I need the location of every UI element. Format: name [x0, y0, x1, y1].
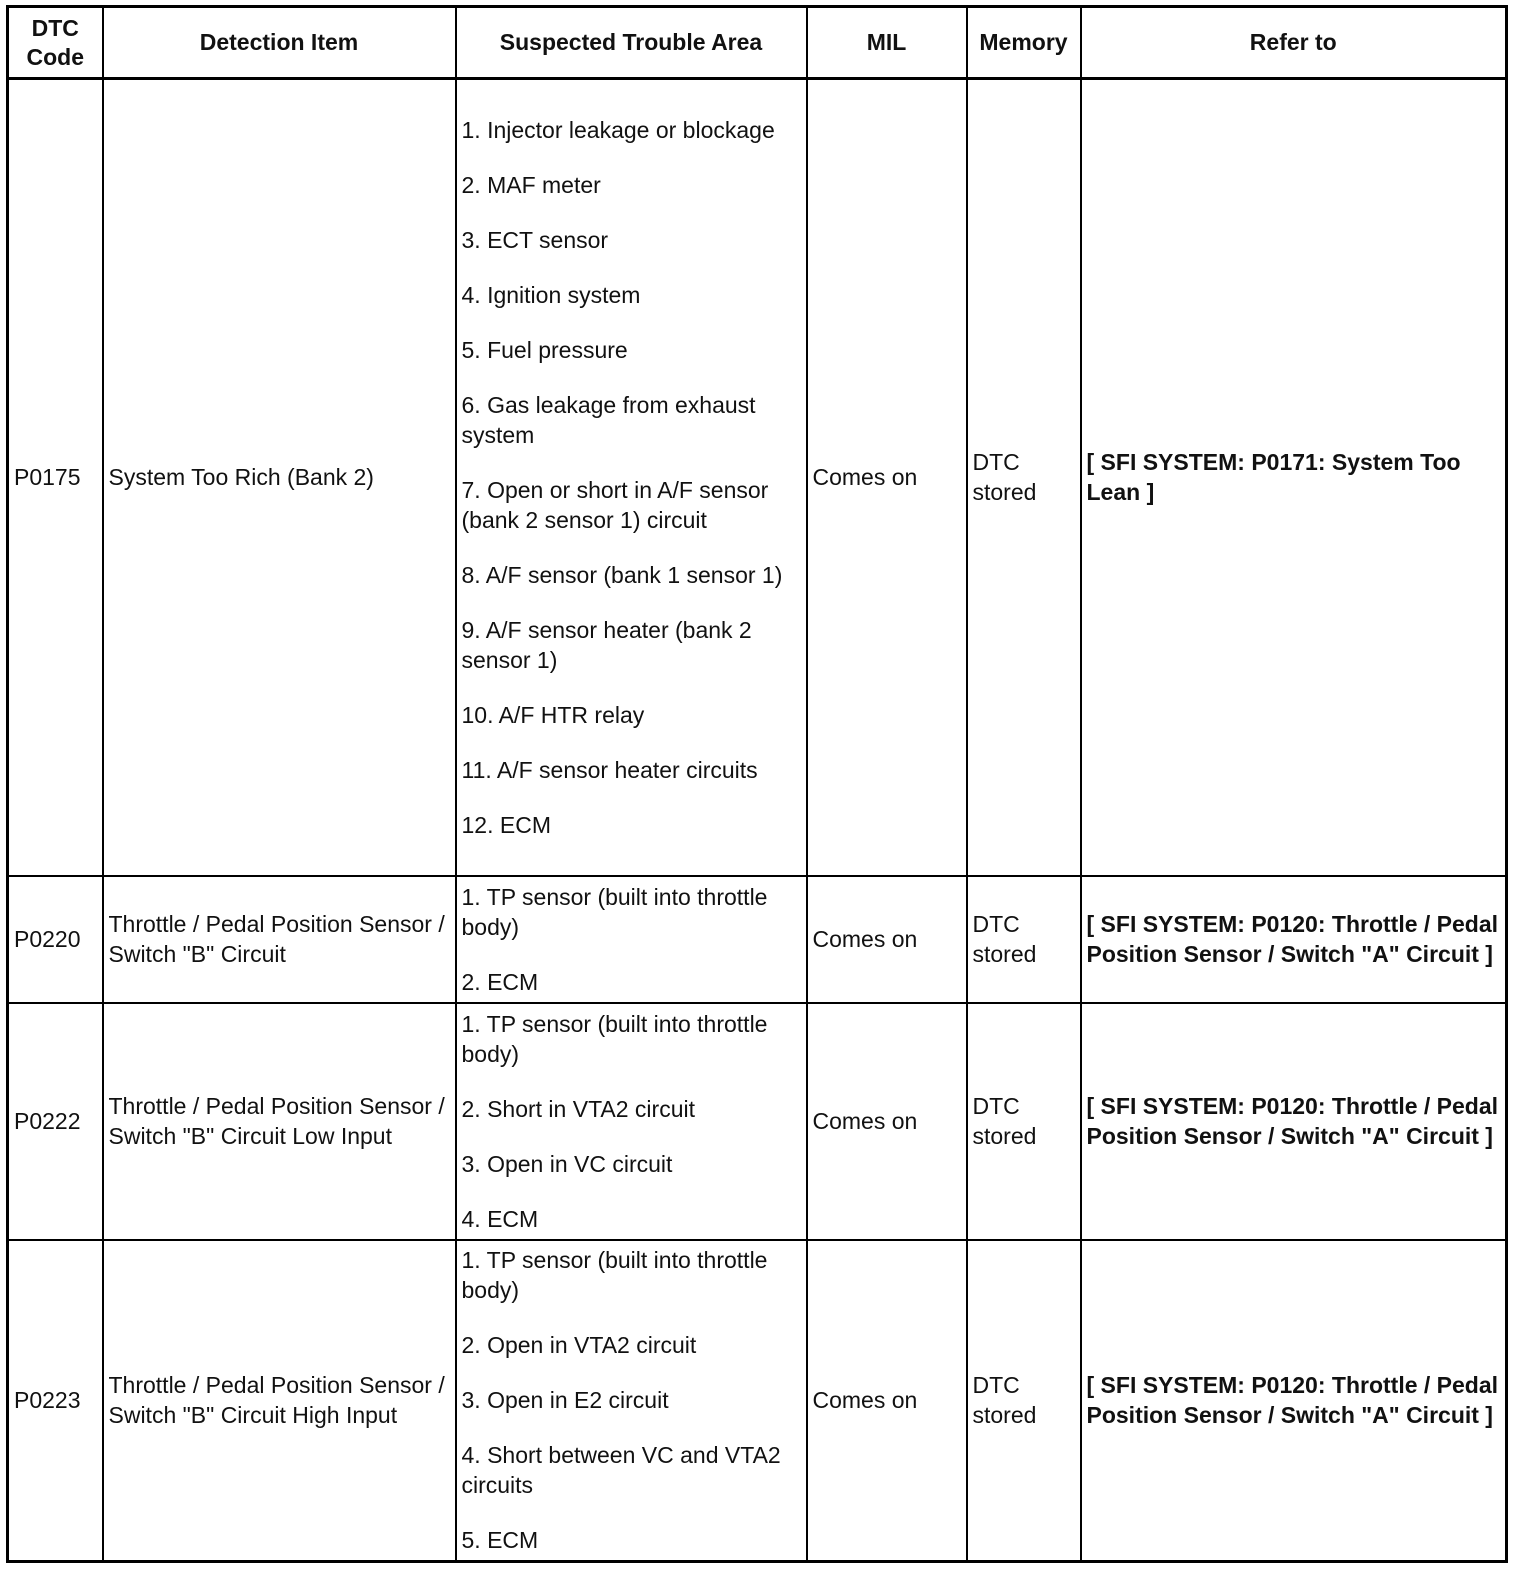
dtc-code-cell: P0223 [8, 1240, 103, 1562]
refer-to-cell: [ SFI SYSTEM: P0120: Throttle / Pedal Position Sensor / Switch "A" Circuit ] [1081, 876, 1507, 1003]
memory-cell: DTC stored [967, 1003, 1081, 1240]
trouble-area-item: 10. A/F HTR relay [461, 701, 645, 728]
dtc-code-cell: P0220 [8, 876, 103, 1003]
refer-to-cell: [ SFI SYSTEM: P0120: Throttle / Pedal Position Sensor / Switch "A" Circuit ] [1081, 1003, 1507, 1240]
trouble-area-item: 2. ECM [461, 968, 539, 995]
table-row [8, 1003, 1507, 1240]
mil-cell: Comes on [807, 876, 967, 1003]
dtc-table [6, 5, 1508, 1563]
trouble-area-item: 12. ECM [461, 811, 551, 838]
suspected-trouble-area-cell [456, 1240, 807, 1562]
memory-cell: DTC stored [967, 1240, 1081, 1562]
trouble-area-item: 5. ECM [461, 1527, 539, 1554]
suspected-trouble-area-cell [456, 79, 807, 876]
memory-cell: DTC stored [967, 876, 1081, 1003]
trouble-area-item: 5. Fuel pressure [461, 336, 628, 363]
mil-cell: Comes on [807, 1240, 967, 1562]
dtc-code-cell: P0222 [8, 1003, 103, 1240]
suspected-trouble-area-cell [456, 1003, 807, 1240]
header-memory: Memory [967, 7, 1081, 79]
trouble-area-item: 1. TP sensor (built into throttle body) [461, 883, 768, 940]
trouble-area-item: 1. Injector leakage or blockage [461, 116, 775, 143]
header-refer-to: Refer to [1081, 7, 1507, 79]
header-dtc-code: DTC Code [8, 7, 103, 79]
trouble-area-item: 6. Gas leakage from exhaust system [461, 391, 756, 448]
trouble-area-item: 4. Ignition system [461, 281, 641, 308]
refer-to-cell: [ SFI SYSTEM: P0120: Throttle / Pedal Position Sensor / Switch "A" Circuit ] [1081, 1240, 1507, 1562]
table-header [8, 7, 1507, 79]
detection-item-cell: Throttle / Pedal Position Sensor / Switch "B" Circuit High Input [103, 1240, 456, 1562]
trouble-area-item: 2. Open in VTA2 circuit [461, 1332, 697, 1359]
trouble-area-item: 1. TP sensor (built into throttle body) [461, 1010, 768, 1067]
header-suspected-trouble-area: Suspected Trouble Area [456, 7, 807, 79]
trouble-area-item: 3. ECT sensor [461, 226, 609, 253]
trouble-area-item: 7. Open or short in A/F sensor (bank 2 sensor 1) circuit [461, 476, 769, 533]
trouble-area-item: 8. A/F sensor (bank 1 sensor 1) [461, 561, 783, 588]
detection-item-cell: Throttle / Pedal Position Sensor / Switch "B" Circuit [103, 876, 456, 1003]
dtc-code-cell: P0175 [8, 79, 103, 876]
detection-item-cell: System Too Rich (Bank 2) [103, 79, 456, 876]
trouble-area-item: 3. Open in E2 circuit [461, 1387, 669, 1414]
trouble-area-item: 2. MAF meter [461, 171, 601, 198]
trouble-area-item: 9. A/F sensor heater (bank 2 sensor 1) [461, 616, 752, 673]
header-detection-item: Detection Item [103, 7, 456, 79]
header-mil: MIL [807, 7, 967, 79]
trouble-area-item: 2. Short in VTA2 circuit [461, 1095, 695, 1122]
detection-item-cell: Throttle / Pedal Position Sensor / Switch "B" Circuit Low Input [103, 1003, 456, 1240]
refer-to-cell: [ SFI SYSTEM: P0171: System Too Lean ] [1081, 79, 1507, 876]
trouble-area-item: 4. ECM [461, 1205, 539, 1232]
suspected-trouble-area-cell [456, 876, 807, 1003]
trouble-area-item: 11. A/F sensor heater circuits [461, 756, 758, 783]
trouble-area-item: 1. TP sensor (built into throttle body) [461, 1247, 768, 1304]
table-row [8, 79, 1507, 876]
mil-cell: Comes on [807, 79, 967, 876]
table-row [8, 876, 1507, 1003]
table-row [8, 1240, 1507, 1562]
header-row [8, 7, 1507, 79]
mil-cell: Comes on [807, 1003, 967, 1240]
table-body [8, 79, 1507, 1562]
memory-cell: DTC stored [967, 79, 1081, 876]
trouble-area-item: 3. Open in VC circuit [461, 1150, 673, 1177]
trouble-area-item: 4. Short between VC and VTA2 circuits [461, 1442, 781, 1499]
dtc-document [6, 5, 1508, 1563]
